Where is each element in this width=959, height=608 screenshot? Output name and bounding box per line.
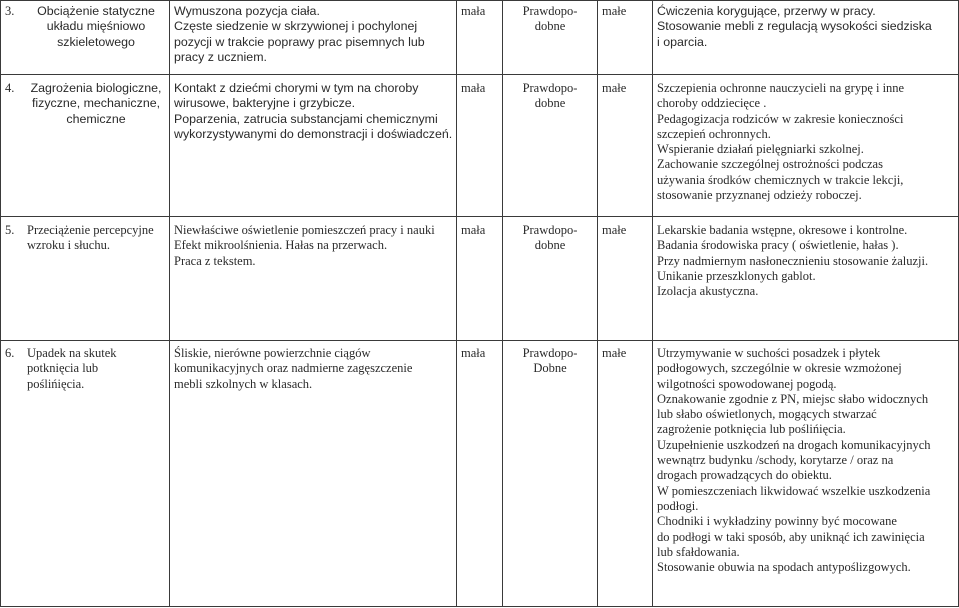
risk-cell bbox=[598, 1, 653, 75]
risk-value: małe bbox=[602, 346, 627, 360]
severity-value: mała bbox=[461, 81, 486, 95]
severity-value: mała bbox=[461, 346, 486, 360]
severity-cell bbox=[457, 75, 503, 217]
risk-cell bbox=[598, 341, 653, 607]
hazard-cell bbox=[1, 75, 170, 217]
measures-cell: Szczepienia ochronne nauczycieli na grypę i inne choroby oddziecięce . Pedagogizacja rodziców w zakresie konieczności szczepień ochronnych. Wspieranie działań pielęgniarki szkolnej. Zachowanie szczególnej ostrożności podczas używania środków chemicznych w trakcie lekcji, stosowanie przyznanej odzieży roboczej. bbox=[653, 75, 959, 217]
row-number: 3. bbox=[5, 4, 15, 18]
table-row bbox=[1, 75, 959, 217]
causes-cell: Wymuszona pozycja ciała. Częste siedzenie w skrzywionej i pochylonej pozycji w trakcie poprawy prac pisemnych lub pracy z uczniem. bbox=[170, 1, 457, 75]
risk-cell bbox=[598, 75, 653, 217]
causes-cell: Niewłaściwe oświetlenie pomieszczeń pracy i nauki Efekt mikroolśnienia. Hałas na przerwach. Praca z tekstem. bbox=[170, 217, 457, 341]
probability-cell: Prawdopo- Dobne bbox=[503, 341, 598, 607]
row-number: 6. bbox=[5, 346, 15, 360]
row-number: 4. bbox=[5, 81, 15, 95]
row-number: 5. bbox=[5, 223, 15, 237]
risk-value: małe bbox=[602, 4, 627, 18]
causes-cell: Kontakt z dziećmi chorymi w tym na choroby wirusowe, bakteryjne i grzybicze. Poparzenia, zatrucia substancjami chemicznymi wykorzystywanymi do demonstracji i doświadczeń. bbox=[170, 75, 457, 217]
causes-cell: Śliskie, nierówne powierzchnie ciągów komunikacyjnych oraz nadmierne zagęszczenie mebli szkolnych w klasach. bbox=[170, 341, 457, 607]
hazard-cell bbox=[1, 1, 170, 75]
hazard-name: Upadek na skutek potknięcia lub poślińięcia. bbox=[27, 346, 117, 391]
severity-value: mała bbox=[461, 4, 486, 18]
probability-cell: Prawdopo- dobne bbox=[503, 75, 598, 217]
severity-cell bbox=[457, 1, 503, 75]
hazard-cell bbox=[1, 341, 170, 607]
risk-value: małe bbox=[602, 223, 627, 237]
probability-cell: Prawdopo- dobne bbox=[503, 1, 598, 75]
hazard-cell bbox=[1, 217, 170, 341]
table-row bbox=[1, 1, 959, 75]
measures-cell: Ćwiczenia korygujące, przerwy w pracy. Stosowanie mebli z regulacją wysokości siedziska i oparcia. bbox=[653, 1, 959, 75]
hazard-name: Zagrożenia biologiczne, fizyczne, mechaniczne, chemiczne bbox=[30, 81, 162, 126]
table-row bbox=[1, 341, 959, 607]
risk-cell bbox=[598, 217, 653, 341]
probability-cell: Prawdopo- dobne bbox=[503, 217, 598, 341]
table-row bbox=[1, 217, 959, 341]
hazard-name: Obciążenie statyczne układu mięśniowo szkieletowego bbox=[37, 4, 155, 49]
hazard-name: Przeciążenie percepcyjne wzroku i słuchu. bbox=[27, 223, 154, 253]
severity-cell bbox=[457, 341, 503, 607]
severity-value: mała bbox=[461, 223, 486, 237]
severity-cell bbox=[457, 217, 503, 341]
measures-cell: Utrzymywanie w suchości posadzek i płytek podłogowych, szczególnie w okresie wzmożonej wilgotności spowodowanej pogodą. Oznakowanie zgodnie z PN, miejsc słabo widocznych lub słabo oświetlonych, mogących stwarzać zagrożenie potknięcia lub poślińięcia. Uzupełnienie uszkodzeń na drogach komunikacyjnych wewnątrz budynku /schody, korytarze / oraz na drogach prowadzących do obiektu. W pomieszczeniach likwidować wszelkie uszkodzenia podłogi. Chodniki i wykładziny powinny być mocowane do podłogi w taki sposób, aby uniknąć ich zawinięcia lub sfałdowania. Stosowanie obuwia na spodach antypoślizgowych. bbox=[653, 341, 959, 607]
measures-cell: Lekarskie badania wstępne, okresowe i kontrolne. Badania środowiska pracy ( oświetlenie, hałas ). Przy nadmiernym nasłonecznieniu stosowanie żaluzji. Unikanie przeszklonych gablot. Izolacja akustyczna. bbox=[653, 217, 959, 341]
risk-value: małe bbox=[602, 81, 627, 95]
